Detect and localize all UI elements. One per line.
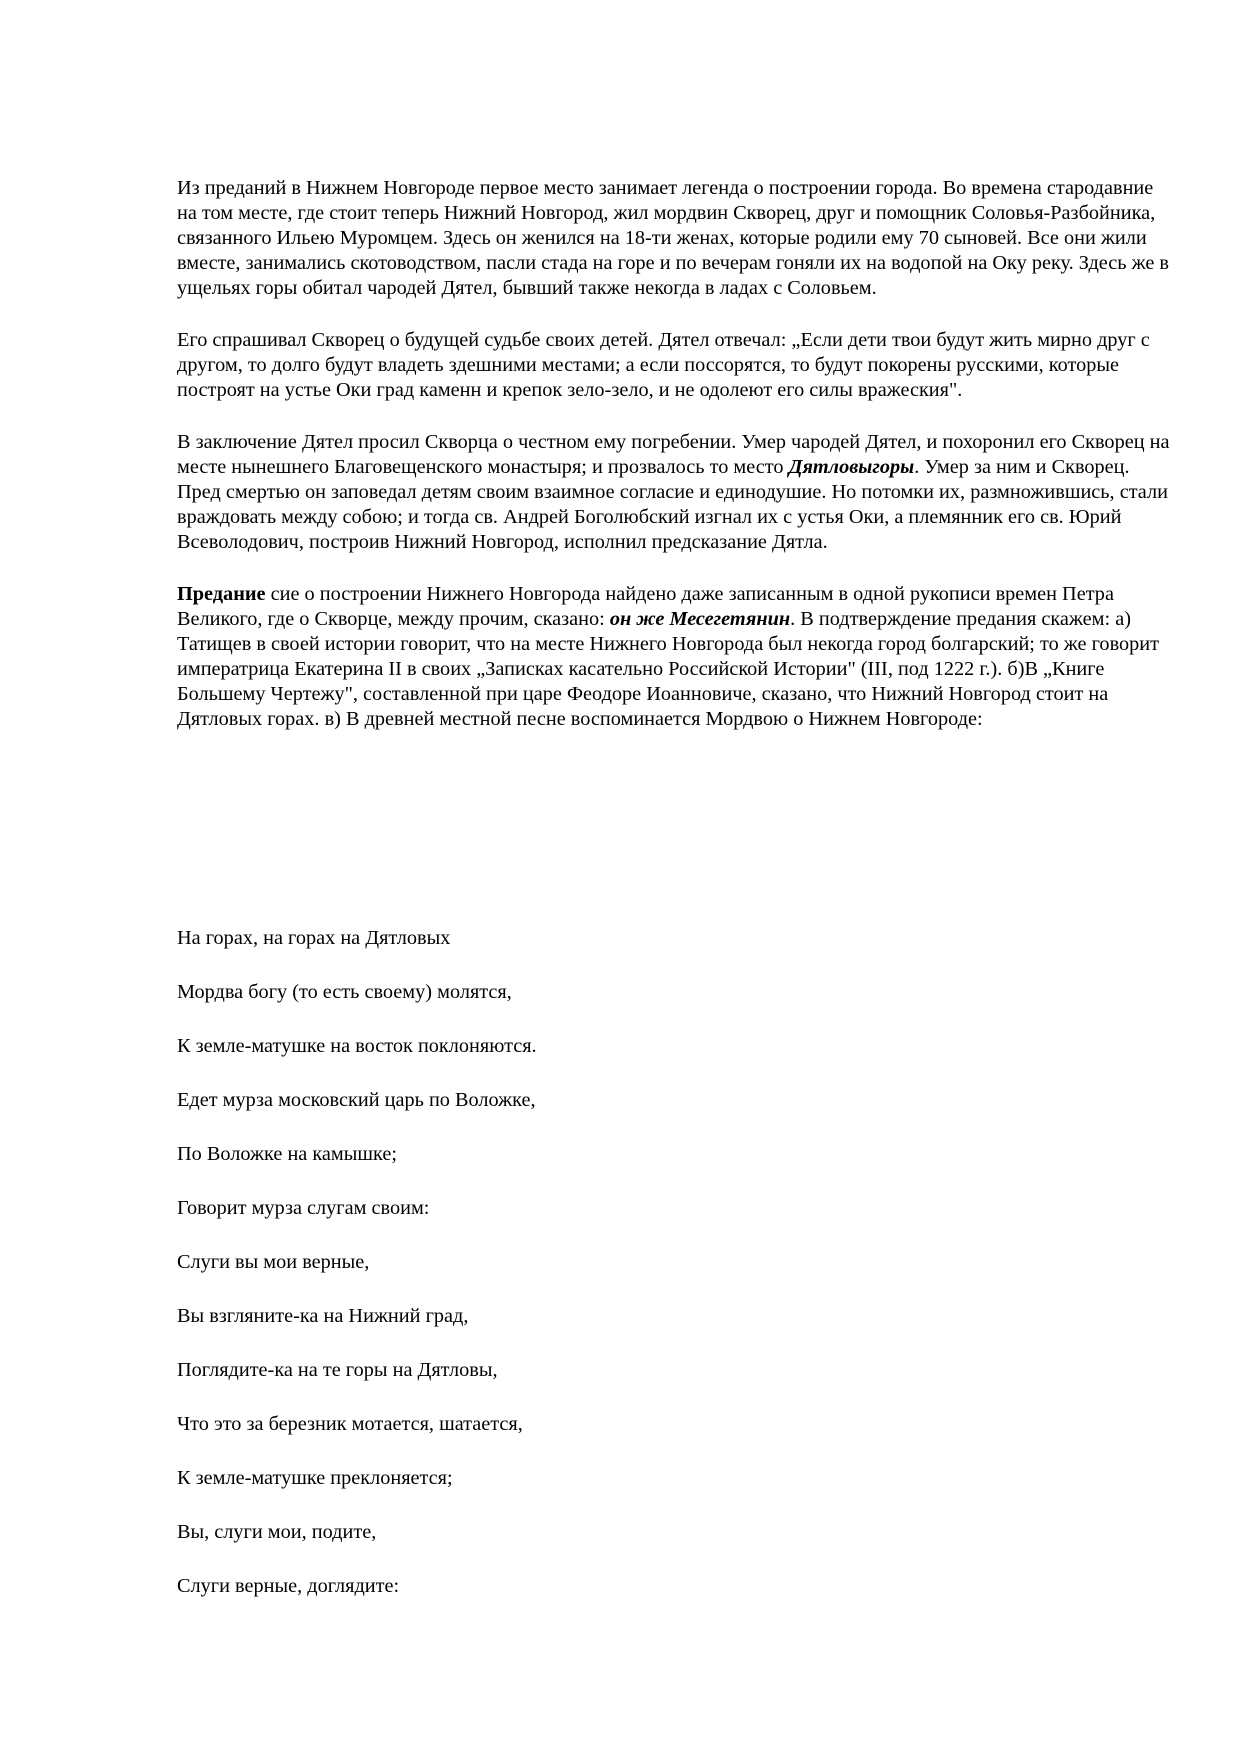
verse-line: Вы, слуги мои, подите, <box>177 1521 377 1543</box>
paragraph-manuscript <box>177 582 1177 732</box>
paragraph-legend-intro: Из преданий в Нижнем Новгороде первое место занимает легенда о построении города. Во времена стародавние на том месте, где стоит теперь Нижний Новгород, жил мордвин Скворец, друг и помощник Соловья-Разбойника, связанного Ильею Муромцем. Здесь он женился на 18-ти женах, которые родили ему 70 сыновей. Все они жили вместе, занимались скотоводством, пасли стада на горе и по вечерам гоняли их на водопой на Оку реку. Здесь же в ущельях горы обитал чародей Дятел, бывший также некогда в ладах с Соловьем. <box>177 177 1169 299</box>
verse-line: Говорит мурза слугам своим: <box>177 1197 430 1219</box>
verse-line: Что это за березник мотается, шатается, <box>177 1413 523 1435</box>
paragraph-lead-word: Предание <box>177 583 266 605</box>
verse-line: Поглядите-ка на те горы на Дятловы, <box>177 1359 498 1381</box>
verse-line: К земле-матушке на восток поклоняются. <box>177 1035 537 1057</box>
song-verse <box>177 926 1177 1628</box>
prose-section <box>177 176 1177 759</box>
verse-line: Слуги вы мои верные, <box>177 1251 370 1273</box>
verse-line: К земле-матушке преклоняется; <box>177 1467 453 1489</box>
place-name-emphasis: Дятловыгоры <box>788 456 915 478</box>
verse-line: На горах, на горах на Дятловых <box>177 927 451 949</box>
paragraph-manuscript-text-a: сие о построении Нижнего Новгорода найдено даже записанным в одной рукописи времен Петра Великого, где о Скворце, между прочим, сказано: <box>177 583 1114 630</box>
quote-emphasis: он же Месегетянин <box>609 608 791 630</box>
paragraph-manuscript-text-b: . В подтверждение предания скажем: а) Татищев в своей истории говорит, что на месте Нижнего Новгорода был некогда город болгарский; то же говорит императрица Екатерина II в своих „Записках касательно Российской Истории" (III, под 1222 г.). б)В „Книге Большему Чертежу", составленной при царе Феодоре Иоанновиче, сказано, что Нижний Новгород стоит на Дятловых горах. в) В древней местной песне воспоминается Мордвою о Нижнем Новгороде: <box>177 608 1160 730</box>
verse-line: Мордва богу (то есть своему) молятся, <box>177 981 512 1003</box>
paragraph-prophecy: Его спрашивал Скворец о будущей судьбе своих детей. Дятел отвечал: „Если дети твои будут жить мирно друг с другом, то долго будут владеть здешними местами; а если поссорятся, то будут покорены русскими, которые построят на устье Оки град каменн и крепок зело-зело, и не одолеют его силы вражеския". <box>177 329 1150 401</box>
verse-line: Вы взгляните-ка на Нижний град, <box>177 1305 469 1327</box>
verse-line: Слуги верные, доглядите: <box>177 1575 400 1597</box>
paragraph-burial-text-b: . Умер за ним и Скворец. Пред смертью он заповедал детям своим взаимное согласие и единодушие. Но потомки их, размножившись, стали враждовать между собою; и тогда св. Андрей Боголюбский изгнал их с устья Оки, а племянник его св. Юрий Всеволодович, построив Нижний Новгород, исполнил предсказание Дятла. <box>177 456 1168 553</box>
paragraph-burial <box>177 430 1177 555</box>
verse-line: По Воложке на камышке; <box>177 1143 397 1165</box>
paragraph-burial-text-a: В заключение Дятел просил Скворца о честном ему погребении. Умер чародей Дятел, и похоронил его Скворец на месте нынешнего Благовещенского монастыря; и прозвалось то место <box>177 431 1170 478</box>
verse-line: Едет мурза московский царь по Воложке, <box>177 1089 536 1111</box>
